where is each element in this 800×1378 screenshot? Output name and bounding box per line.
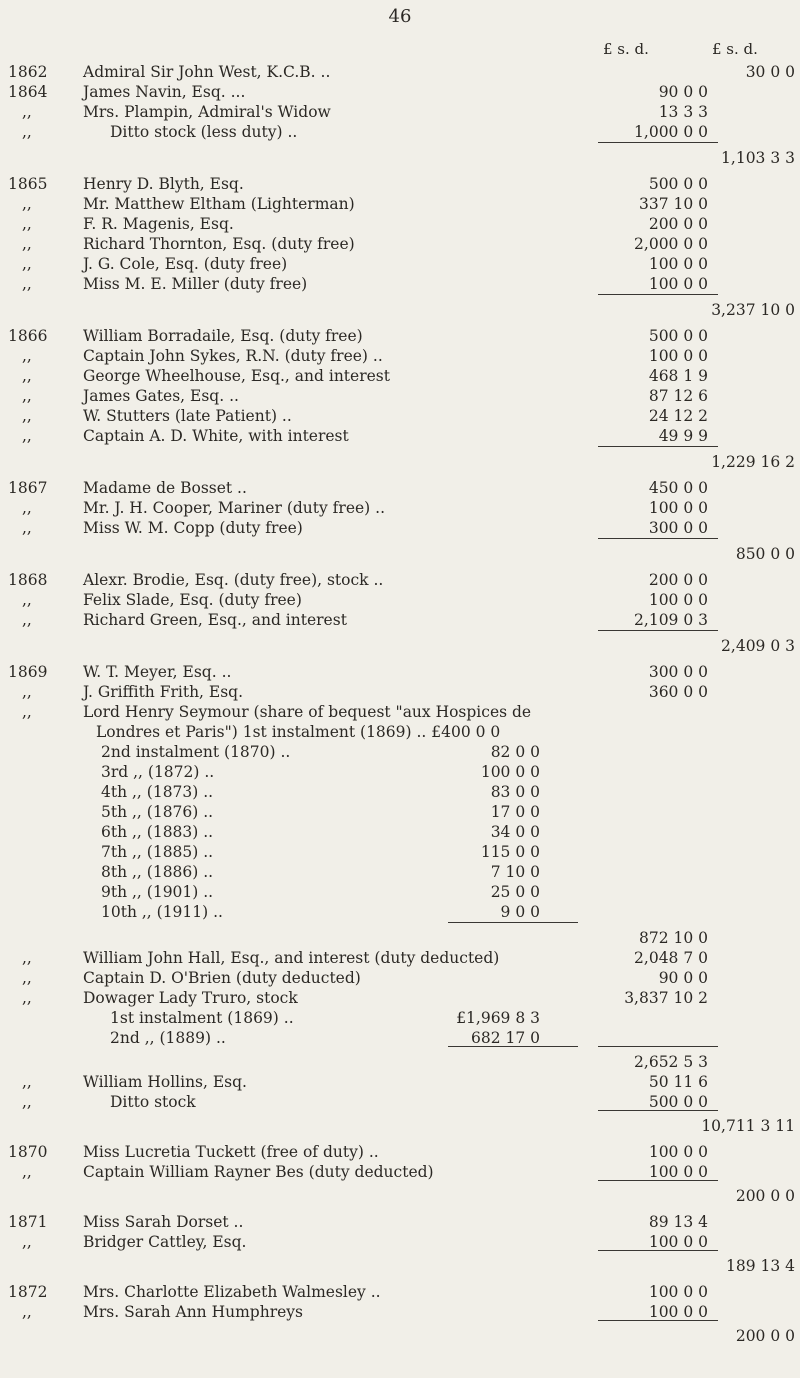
year-label: ,,: [22, 427, 32, 445]
entry-text: Mrs. Charlotte Elizabeth Walmesley ..: [83, 1283, 381, 1301]
year-total: 30 0 0: [745, 63, 795, 81]
entry-amount: 100 0 0: [648, 591, 708, 609]
entry-amount: 200 0 0: [648, 571, 708, 589]
entry-amount: 100 0 0: [648, 1143, 708, 1161]
entry-text: Londres et Paris") 1st instalment (1869) .. £400 0 0: [96, 723, 501, 741]
year-label: 1867: [8, 479, 48, 497]
year-label: 1871: [8, 1213, 48, 1231]
year-label: ,,: [22, 195, 32, 213]
entry-amount: 100 0 0: [648, 1163, 708, 1181]
entry-row: [0, 702, 800, 722]
instalment-label: 3rd ,, (1872) ..: [101, 763, 215, 781]
rule-line: [598, 142, 718, 143]
column-header-right: £ s. d.: [712, 40, 758, 58]
instalment-label: 2nd ,, (1889) ..: [110, 1029, 226, 1047]
entry-row: [0, 1212, 800, 1232]
instalment-row: [0, 782, 800, 802]
entry-amount: 1,000 0 0: [634, 123, 708, 141]
entry-row: [0, 1282, 800, 1302]
instalment-amount: 82 0 0: [490, 743, 540, 761]
entry-row: [0, 346, 800, 366]
instalment-label: 6th ,, (1883) ..: [101, 823, 214, 841]
instalment-label: 7th ,, (1885) ..: [101, 843, 214, 861]
rule-line: [598, 630, 718, 631]
entry-row: [0, 82, 800, 102]
entry-row: [0, 122, 800, 142]
year-total: 200 0 0: [735, 1327, 795, 1345]
year-label: ,,: [22, 235, 32, 253]
entry-text: Captain John Sykes, R.N. (duty free) ..: [83, 347, 383, 365]
instalment-label: 2nd instalment (1870) ..: [101, 743, 291, 761]
entry-row: [0, 1302, 800, 1322]
year-label: 1869: [8, 663, 48, 681]
entry-text: Richard Thornton, Esq. (duty free): [83, 235, 355, 253]
year-label: ,,: [22, 103, 32, 121]
year-label: 1870: [8, 1143, 48, 1161]
entry-row: [0, 148, 800, 168]
entry-text: Henry D. Blyth, Esq.: [83, 175, 244, 193]
entry-amount: 337 10 0: [638, 195, 708, 213]
entry-row: [0, 478, 800, 498]
year-label: 1864: [8, 83, 48, 101]
entry-amount: 13 3 3: [658, 103, 708, 121]
entry-amount: 100 0 0: [648, 255, 708, 273]
entry-row: [0, 102, 800, 122]
entry-amount: 200 0 0: [648, 215, 708, 233]
year-label: 1868: [8, 571, 48, 589]
year-label: ,,: [22, 123, 32, 141]
entry-amount: 89 13 4: [648, 1213, 708, 1231]
entry-row: [0, 274, 800, 294]
entry-row: [0, 1186, 800, 1206]
instalment-amount: 9 0 0: [500, 903, 540, 921]
year-label: ,,: [22, 703, 32, 721]
entry-text: W. Stutters (late Patient) ..: [83, 407, 292, 425]
year-label: ,,: [22, 367, 32, 385]
entry-amount: 500 0 0: [648, 327, 708, 345]
entry-amount: 360 0 0: [648, 683, 708, 701]
rule-line: [598, 1180, 718, 1181]
entry-amount: 872 10 0: [638, 929, 708, 947]
entry-row: [0, 518, 800, 538]
entry-text: Miss W. M. Copp (duty free): [83, 519, 303, 537]
entry-text: James Gates, Esq. ..: [83, 387, 239, 405]
year-label: ,,: [22, 499, 32, 517]
year-total: 200 0 0: [735, 1187, 795, 1205]
entry-row: [0, 254, 800, 274]
entry-amount: 3,837 10 2: [624, 989, 708, 1007]
year-label: ,,: [22, 255, 32, 273]
rule-line: [598, 1320, 718, 1321]
year-label: ,,: [22, 215, 32, 233]
entry-row: [0, 928, 800, 948]
instalment-row: [0, 1028, 800, 1048]
entry-row: [0, 544, 800, 564]
entry-amount: 300 0 0: [648, 663, 708, 681]
rule-line: [448, 1046, 578, 1047]
entry-text: J. G. Cole, Esq. (duty free): [83, 255, 288, 273]
entry-row: [0, 386, 800, 406]
entry-text: Ditto stock (less duty) ..: [110, 123, 298, 141]
entry-amount: 468 1 9: [648, 367, 708, 385]
instalment-row: [0, 882, 800, 902]
entry-row: [0, 498, 800, 518]
entry-text: Bridger Cattley, Esq.: [83, 1233, 247, 1251]
entry-text: Mr. J. H. Cooper, Mariner (duty free) ..: [83, 499, 386, 517]
entry-amount: 450 0 0: [648, 479, 708, 497]
year-label: ,,: [22, 1163, 32, 1181]
year-label: ,,: [22, 989, 32, 1007]
rule-line: [598, 1110, 718, 1111]
instalment-amount: 34 0 0: [490, 823, 540, 841]
instalment-amount: 25 0 0: [490, 883, 540, 901]
entry-row: [0, 1232, 800, 1252]
entry-text: Richard Green, Esq., and interest: [83, 611, 347, 629]
entry-text: Mrs. Sarah Ann Humphreys: [83, 1303, 303, 1321]
year-total: 10,711 3 11: [701, 1117, 795, 1135]
entry-row: [0, 570, 800, 590]
entry-text: Ditto stock: [110, 1093, 196, 1111]
rule-line: [598, 1250, 718, 1251]
page-number: 46: [388, 6, 412, 27]
instalment-label: 1st instalment (1869) ..: [110, 1009, 294, 1027]
year-label: ,,: [22, 591, 32, 609]
year-label: ,,: [22, 949, 32, 967]
entry-row: [0, 194, 800, 214]
entry-text: F. R. Magenis, Esq.: [83, 215, 234, 233]
entry-text: J. Griffith Frith, Esq.: [83, 683, 244, 701]
entry-amount: 2,048 7 0: [634, 949, 708, 967]
year-label: ,,: [22, 611, 32, 629]
entry-amount: 100 0 0: [648, 1303, 708, 1321]
entry-text: William John Hall, Esq., and interest (duty deducted): [83, 949, 500, 967]
entry-amount: 50 11 6: [648, 1073, 708, 1091]
entry-row: [0, 214, 800, 234]
entry-row: [0, 988, 800, 1008]
instalment-row: [0, 1008, 800, 1028]
year-label: ,,: [22, 1233, 32, 1251]
entry-text: William Hollins, Esq.: [83, 1073, 247, 1091]
entry-amount: 24 12 2: [648, 407, 708, 425]
entry-row: [0, 1162, 800, 1182]
year-label: ,,: [22, 1093, 32, 1111]
year-label: 1865: [8, 175, 48, 193]
entry-row: [0, 636, 800, 656]
entry-row: [0, 610, 800, 630]
entry-row: [0, 1326, 800, 1346]
instalment-label: 5th ,, (1876) ..: [101, 803, 214, 821]
rule-line: [598, 294, 718, 295]
instalment-row: [0, 902, 800, 922]
entry-amount: 100 0 0: [648, 275, 708, 293]
entry-row: [0, 1072, 800, 1092]
instalment-amount: 115 0 0: [480, 843, 540, 861]
entry-row: [0, 300, 800, 320]
year-label: ,,: [22, 519, 32, 537]
entry-text: W. T. Meyer, Esq. ..: [83, 663, 232, 681]
instalment-amount: 83 0 0: [490, 783, 540, 801]
entry-row: [0, 62, 800, 82]
year-label: ,,: [22, 387, 32, 405]
entry-row: [0, 426, 800, 446]
entry-amount: 500 0 0: [648, 175, 708, 193]
instalment-row: [0, 822, 800, 842]
entry-amount: 2,000 0 0: [634, 235, 708, 253]
year-label: 1872: [8, 1283, 48, 1301]
year-label: 1862: [8, 63, 48, 81]
entry-row: [0, 682, 800, 702]
instalment-label: 8th ,, (1886) ..: [101, 863, 214, 881]
year-label: ,,: [22, 969, 32, 987]
entry-row: [0, 1052, 800, 1072]
year-label: ,,: [22, 1303, 32, 1321]
instalment-row: [0, 862, 800, 882]
entry-amount: 49 9 9: [658, 427, 708, 445]
entry-row: [0, 1256, 800, 1276]
entry-amount: 2,109 0 3: [634, 611, 708, 629]
instalment-row: [0, 802, 800, 822]
instalment-amount: 100 0 0: [480, 763, 540, 781]
entry-text: Dowager Lady Truro, stock: [83, 989, 298, 1007]
instalment-amount: 682 17 0: [470, 1029, 540, 1047]
entry-row: [0, 968, 800, 988]
year-total: 189 13 4: [725, 1257, 795, 1275]
entry-text: Mrs. Plampin, Admiral's Widow: [83, 103, 331, 121]
entry-amount: 87 12 6: [648, 387, 708, 405]
rule-line: [598, 538, 718, 539]
entry-amount: 100 0 0: [648, 1283, 708, 1301]
entry-text: Miss M. E. Miller (duty free): [83, 275, 308, 293]
year-total: 1,229 16 2: [711, 453, 795, 471]
year-label: ,,: [22, 347, 32, 365]
year-label: ,,: [22, 407, 32, 425]
entry-text: Captain William Rayner Bes (duty deducted): [83, 1163, 434, 1181]
entry-text: Madame de Bosset ..: [83, 479, 247, 497]
year-total: 850 0 0: [735, 545, 795, 563]
year-total: 1,103 3 3: [721, 149, 795, 167]
instalment-row: [0, 742, 800, 762]
entry-amount: 300 0 0: [648, 519, 708, 537]
entry-row: [0, 1116, 800, 1136]
instalment-label: 10th ,, (1911) ..: [101, 903, 223, 921]
entry-amount: 100 0 0: [648, 499, 708, 517]
rule-line: [598, 446, 718, 447]
entry-text: Alexr. Brodie, Esq. (duty free), stock ..: [83, 571, 384, 589]
entry-text: Captain D. O'Brien (duty deducted): [83, 969, 361, 987]
entry-text: Mr. Matthew Eltham (Lighterman): [83, 195, 355, 213]
entry-row: [0, 948, 800, 968]
entry-text: Miss Sarah Dorset ..: [83, 1213, 244, 1231]
entry-row: [0, 722, 800, 742]
year-label: ,,: [22, 1073, 32, 1091]
entry-amount: 2,652 5 3: [634, 1053, 708, 1071]
entry-amount: 90 0 0: [658, 83, 708, 101]
year-label: 1866: [8, 327, 48, 345]
entry-text: James Navin, Esq. ...: [83, 83, 246, 101]
entry-text: Felix Slade, Esq. (duty free): [83, 591, 302, 609]
instalment-amount: 17 0 0: [490, 803, 540, 821]
rule-line: [448, 922, 578, 923]
entry-text: William Borradaile, Esq. (duty free): [83, 327, 363, 345]
entry-row: [0, 1092, 800, 1112]
entry-row: [0, 406, 800, 426]
entry-row: [0, 662, 800, 682]
column-header-mid: £ s. d.: [603, 40, 649, 58]
entry-text: Miss Lucretia Tuckett (free of duty) ..: [83, 1143, 379, 1161]
entry-row: [0, 174, 800, 194]
entry-row: [0, 1142, 800, 1162]
instalment-label: 9th ,, (1901) ..: [101, 883, 214, 901]
entry-row: [0, 234, 800, 254]
instalment-amount: £1,969 8 3: [456, 1009, 540, 1027]
entry-text: George Wheelhouse, Esq., and interest: [83, 367, 390, 385]
year-total: 2,409 0 3: [721, 637, 795, 655]
entry-text: Admiral Sir John West, K.C.B. ..: [83, 63, 331, 81]
entry-row: [0, 366, 800, 386]
instalment-amount: 7 10 0: [490, 863, 540, 881]
year-label: ,,: [22, 683, 32, 701]
entry-text: Captain A. D. White, with interest: [83, 427, 349, 445]
entry-row: [0, 452, 800, 472]
entry-amount: 100 0 0: [648, 1233, 708, 1251]
instalment-row: [0, 842, 800, 862]
entry-row: [0, 326, 800, 346]
instalment-row: [0, 762, 800, 782]
entry-row: [0, 590, 800, 610]
entry-amount: 100 0 0: [648, 347, 708, 365]
year-label: ,,: [22, 275, 32, 293]
entry-amount: 500 0 0: [648, 1093, 708, 1111]
year-total: 3,237 10 0: [711, 301, 795, 319]
instalment-label: 4th ,, (1873) ..: [101, 783, 214, 801]
rule-line: [598, 1046, 718, 1047]
entry-text: Lord Henry Seymour (share of bequest "aux Hospices de: [83, 703, 532, 721]
entry-amount: 90 0 0: [658, 969, 708, 987]
